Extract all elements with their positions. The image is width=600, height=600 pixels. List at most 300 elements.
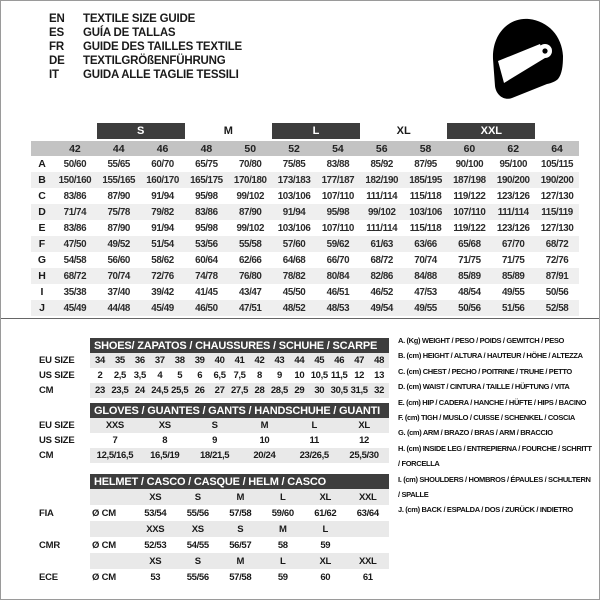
shoes-table-cells bbox=[90, 353, 389, 368]
measurement-legend bbox=[398, 333, 594, 518]
size-value: 160/170 bbox=[146, 174, 179, 186]
helmet-size: S bbox=[194, 491, 201, 503]
gloves-table-cells bbox=[90, 433, 389, 448]
gloves-table-row-eu-size bbox=[31, 418, 389, 433]
gloves-table-cells bbox=[90, 448, 389, 463]
size-value: 65/75 bbox=[195, 158, 218, 170]
size-table bbox=[31, 123, 579, 316]
legend-item-f: F. (cm) TIGH / MUSLO / CUISSE / SCHENKEL / COSCIA bbox=[398, 413, 575, 423]
helmet-size bbox=[347, 521, 390, 537]
size-row-D bbox=[31, 204, 579, 220]
size-value: 63/66 bbox=[414, 238, 437, 250]
size-value: 83/86 bbox=[63, 222, 87, 234]
row-letter-J: J bbox=[39, 302, 45, 314]
shoes-table-value: 10 bbox=[294, 370, 305, 381]
size-group-XL: XL bbox=[396, 125, 411, 137]
gloves-table-value: 7 bbox=[112, 435, 118, 446]
size-value: 111/114 bbox=[366, 222, 398, 234]
size-value: 115/119 bbox=[541, 206, 573, 218]
lang-title-it: GUIDA ALLE TAGLIE TESSILI bbox=[83, 69, 239, 81]
shoes-table-label: US SIZE bbox=[39, 370, 75, 381]
size-value: 123/126 bbox=[496, 222, 530, 234]
size-value: 103/106 bbox=[277, 222, 311, 234]
lang-row-fr bbox=[49, 40, 242, 54]
gloves-table-label: US SIZE bbox=[39, 435, 75, 446]
size-value: 78/82 bbox=[282, 270, 306, 282]
helmet-size: S bbox=[237, 523, 244, 535]
helmet-unit-label: Ø CM bbox=[92, 539, 117, 551]
size-value: 55/58 bbox=[238, 238, 262, 250]
size-value: 46/52 bbox=[370, 286, 393, 298]
size-value: 99/102 bbox=[236, 190, 265, 202]
lang-row-en bbox=[49, 12, 242, 26]
size-value: 71/74 bbox=[63, 206, 87, 218]
lang-code-de: DE bbox=[49, 55, 65, 67]
size-value: 75/78 bbox=[107, 206, 130, 218]
size-value: 87/90 bbox=[107, 190, 130, 202]
size-value: 190/200 bbox=[496, 174, 530, 186]
helmet-size: XXS bbox=[146, 523, 165, 535]
helmet-size: L bbox=[280, 491, 286, 503]
gloves-table-value: 9 bbox=[212, 435, 218, 446]
shoes-table-row-us-size bbox=[31, 368, 389, 383]
row-letter-I: I bbox=[40, 286, 44, 298]
size-value: 58/62 bbox=[151, 254, 174, 266]
size-value: 48/53 bbox=[326, 302, 350, 314]
size-table-body bbox=[31, 156, 579, 316]
lang-code-en: EN bbox=[49, 13, 65, 25]
helmet-value-row-cmr bbox=[31, 537, 389, 553]
size-value: 107/110 bbox=[453, 206, 486, 218]
size-value: 68/72 bbox=[63, 270, 87, 282]
helmet-size: M bbox=[236, 555, 245, 567]
helmet-value: 53/54 bbox=[144, 507, 167, 519]
row-letter-A: A bbox=[38, 158, 46, 170]
helmet-value: 63/64 bbox=[356, 507, 379, 519]
size-value: 185/195 bbox=[409, 174, 442, 186]
helmet-size: L bbox=[280, 555, 286, 567]
size-value: 60/70 bbox=[151, 158, 174, 170]
gloves-table-value: 16,5/19 bbox=[150, 450, 180, 461]
shoes-table-cells bbox=[90, 383, 389, 398]
size-value: 99/102 bbox=[236, 222, 265, 234]
size-value: 103/106 bbox=[277, 190, 311, 202]
helmet-value: 61/62 bbox=[314, 507, 337, 519]
shoes-table-value: 11,5 bbox=[330, 370, 348, 381]
legend-item-d: D. (cm) WAIST / CINTURA / TAILLE / HÜFTUNG / VITA bbox=[398, 382, 570, 392]
helmet-unit-blank bbox=[90, 553, 134, 569]
size-col-56: 56 bbox=[375, 142, 388, 155]
size-value: 60/64 bbox=[195, 254, 218, 266]
size-value: 72/76 bbox=[545, 254, 569, 266]
size-row-A bbox=[31, 156, 579, 172]
size-value: 85/89 bbox=[501, 270, 525, 282]
size-value: 76/80 bbox=[238, 270, 262, 282]
size-value: 50/56 bbox=[458, 302, 481, 314]
size-value: 95/98 bbox=[195, 222, 218, 234]
helmet-standard-label: CMR bbox=[39, 539, 61, 551]
gloves-table-value: S bbox=[211, 420, 218, 431]
shoes-table-value: 30,5 bbox=[330, 385, 348, 396]
size-value: 43/47 bbox=[238, 286, 262, 298]
row-letter-G: G bbox=[37, 254, 47, 266]
size-value: 150/160 bbox=[58, 174, 92, 186]
helmet-value: 57/58 bbox=[229, 571, 252, 583]
size-col-50: 50 bbox=[244, 142, 257, 155]
shoes-table-value: 6 bbox=[197, 370, 203, 381]
lang-code-fr: FR bbox=[49, 41, 64, 53]
size-value: 71/75 bbox=[501, 254, 525, 266]
helmet-unit-blank bbox=[90, 521, 134, 537]
size-value: 177/187 bbox=[321, 174, 355, 186]
shoes-table-value: 40 bbox=[214, 355, 225, 366]
size-value: 95/98 bbox=[195, 190, 218, 202]
size-value: 57/60 bbox=[282, 238, 306, 250]
gloves-table-value: 12 bbox=[359, 435, 369, 446]
size-row-E bbox=[31, 220, 579, 236]
helmet-value: 53 bbox=[150, 571, 161, 583]
size-value: 70/80 bbox=[238, 158, 262, 170]
lang-title-de: TEXTILGRÖßENFÜHRUNG bbox=[83, 55, 226, 67]
size-row-I bbox=[31, 284, 579, 300]
full-face-helmet-icon bbox=[489, 17, 567, 105]
lang-title-es: GUÍA DE TALLAS bbox=[83, 27, 176, 39]
helmet-size: XXL bbox=[359, 555, 377, 567]
size-value: 48/52 bbox=[282, 302, 306, 314]
size-col-42: 42 bbox=[69, 142, 81, 155]
size-value: 37/40 bbox=[107, 286, 130, 298]
helmet-value: 56/57 bbox=[229, 539, 252, 551]
size-value: 80/84 bbox=[326, 270, 350, 282]
size-value: 55/65 bbox=[107, 158, 130, 170]
helmet-value: 55/56 bbox=[186, 571, 209, 583]
size-value: 107/110 bbox=[321, 222, 354, 234]
size-value: 91/94 bbox=[282, 206, 306, 218]
gloves-table-value: 23/26,5 bbox=[299, 450, 329, 461]
size-value: 47/51 bbox=[238, 302, 262, 314]
size-value: 71/75 bbox=[458, 254, 481, 266]
shoes-table bbox=[31, 338, 389, 398]
size-col-46: 46 bbox=[156, 142, 169, 155]
shoes-table-value: 46 bbox=[334, 355, 345, 366]
helmet-size: M bbox=[236, 491, 245, 503]
gloves-table-title: GLOVES / GUANTES / GANTS / HANDSCHUHE / GUANTI bbox=[90, 403, 389, 418]
gloves-table-row-cm bbox=[31, 448, 389, 463]
shoes-table-value: 35 bbox=[114, 355, 125, 366]
gloves-table-value: 18/21,5 bbox=[199, 450, 230, 461]
shoes-table-value: 29 bbox=[294, 385, 305, 396]
size-row-H bbox=[31, 268, 579, 284]
size-value: 54/58 bbox=[63, 254, 87, 266]
gloves-table-value: 11 bbox=[309, 435, 319, 446]
row-letter-H: H bbox=[38, 270, 46, 282]
size-col-44: 44 bbox=[112, 142, 125, 155]
shoes-table-value: 44 bbox=[294, 355, 305, 366]
size-value: 45/49 bbox=[151, 302, 174, 314]
size-group-S: S bbox=[97, 123, 185, 139]
helmet-size: XXL bbox=[359, 491, 377, 503]
size-value: 87/90 bbox=[107, 222, 130, 234]
legend-item-g: G. (cm) ARM / BRAZO / BRAS / ARM / BRACCIO bbox=[398, 428, 553, 438]
size-value: 47/53 bbox=[414, 286, 437, 298]
shoes-table-value: 39 bbox=[194, 355, 205, 366]
size-value: 72/76 bbox=[151, 270, 174, 282]
size-group-XXL: XXL bbox=[447, 123, 535, 139]
size-value: 87/90 bbox=[238, 206, 262, 218]
size-value: 173/183 bbox=[277, 174, 311, 186]
gloves-table bbox=[31, 403, 389, 463]
gloves-table-value: 8 bbox=[162, 435, 168, 446]
gloves-table-row-us-size bbox=[31, 433, 389, 448]
size-value: 49/54 bbox=[370, 302, 393, 314]
size-table-group-header-row bbox=[31, 123, 579, 139]
shoes-table-value: 3,5 bbox=[133, 370, 146, 381]
size-value: 91/94 bbox=[151, 222, 174, 234]
helmet-standard-label: FIA bbox=[39, 507, 54, 519]
gloves-table-value: 20/24 bbox=[253, 450, 276, 461]
shoes-table-value: 34 bbox=[95, 355, 105, 366]
size-value: 115/118 bbox=[409, 190, 442, 202]
helmet-value: 59/60 bbox=[271, 507, 294, 519]
gloves-table-value: 12,5/16,5 bbox=[96, 450, 134, 461]
size-value: 111/114 bbox=[366, 190, 398, 202]
row-letter-C: C bbox=[38, 190, 46, 202]
helmet-value-cells bbox=[90, 537, 389, 553]
size-value: 79/82 bbox=[151, 206, 174, 218]
shoes-table-value: 10,5 bbox=[310, 370, 328, 381]
helmet-table-title: HELMET / CASCO / CASQUE / HELM / CASCO bbox=[90, 474, 389, 489]
gloves-table-value: XXS bbox=[105, 420, 124, 431]
helmet-unit-label: Ø CM bbox=[92, 571, 117, 583]
size-col-54: 54 bbox=[332, 142, 344, 155]
size-table-size-row bbox=[31, 141, 579, 156]
helmet-size: XS bbox=[149, 555, 162, 567]
helmet-size: XL bbox=[319, 555, 331, 567]
size-value: 119/122 bbox=[453, 222, 486, 234]
shoes-table-value: 48 bbox=[374, 355, 385, 366]
shoes-table-value: 23 bbox=[95, 385, 105, 396]
size-gutter bbox=[31, 141, 53, 156]
shoes-table-value: 13 bbox=[374, 370, 385, 381]
row-letter-F: F bbox=[38, 238, 46, 250]
gloves-table-value: 10 bbox=[259, 435, 270, 446]
shoes-table-title: SHOES/ ZAPATOS / CHAUSSURES / SCHUHE / SCARPE bbox=[90, 338, 389, 353]
shoes-table-row-eu-size bbox=[31, 353, 389, 368]
size-value: 48/54 bbox=[458, 286, 481, 298]
gloves-table-value: L bbox=[311, 420, 317, 431]
shoes-table-value: 7,5 bbox=[233, 370, 246, 381]
helmet-size: M bbox=[278, 523, 287, 535]
size-row-C bbox=[31, 188, 579, 204]
size-value: 190/200 bbox=[540, 174, 574, 186]
size-col-62: 62 bbox=[507, 142, 520, 155]
shoes-table-value: 8 bbox=[257, 370, 262, 381]
shoes-table-value: 41 bbox=[234, 355, 245, 366]
size-value: 50/56 bbox=[545, 286, 569, 298]
shoes-table-value: 2,5 bbox=[113, 370, 126, 381]
helmet-size-row-cmr bbox=[31, 521, 389, 537]
size-value: 84/88 bbox=[414, 270, 437, 282]
size-value: 103/106 bbox=[409, 206, 442, 218]
helmet-value: 54/55 bbox=[186, 539, 209, 551]
size-value: 50/60 bbox=[63, 158, 87, 170]
size-value: 105/115 bbox=[541, 158, 574, 170]
shoes-table-value: 25,5 bbox=[171, 385, 189, 396]
size-value: 165/175 bbox=[190, 174, 223, 186]
lang-code-es: ES bbox=[49, 27, 64, 39]
size-value: 155/165 bbox=[102, 174, 136, 186]
size-value: 83/86 bbox=[63, 190, 87, 202]
legend-item-i: I. (cm) SHOULDERS / HOMBROS / ÉPAULES / SCHULTERN / SPALLE bbox=[398, 474, 591, 500]
gloves-table-value: M bbox=[260, 420, 269, 431]
shoes-table-value: 28 bbox=[254, 385, 265, 396]
gloves-table-label: CM bbox=[39, 450, 54, 461]
size-value: 115/118 bbox=[409, 222, 442, 234]
size-value: 64/68 bbox=[282, 254, 306, 266]
size-value: 83/88 bbox=[326, 158, 350, 170]
size-value: 62/66 bbox=[238, 254, 262, 266]
size-value: 82/86 bbox=[370, 270, 393, 282]
helmet-table bbox=[31, 474, 389, 585]
helmet-value: 59 bbox=[320, 539, 331, 551]
size-row-B bbox=[31, 172, 579, 188]
helmet-value-cells bbox=[90, 569, 389, 585]
size-group-blank bbox=[535, 123, 579, 139]
section-divider bbox=[1, 318, 599, 319]
size-value: 45/49 bbox=[63, 302, 87, 314]
size-group-L: L bbox=[272, 123, 360, 139]
gloves-table-value: XL bbox=[358, 420, 370, 431]
legend-item-j: J. (cm) BACK / ESPALDA / DOS / ZURÜCK / INDIETRO bbox=[398, 505, 573, 515]
legend-item-a: A. (Kg) WEIGHT / PESO / POIDS / GEWITCH / PESO bbox=[398, 336, 564, 345]
size-value: 66/70 bbox=[326, 254, 350, 266]
size-value: 182/190 bbox=[365, 174, 399, 186]
size-value: 70/74 bbox=[414, 254, 437, 266]
size-value: 95/98 bbox=[326, 206, 350, 218]
helmet-unit-label: Ø CM bbox=[92, 507, 117, 519]
shoes-table-value: 24,5 bbox=[151, 385, 169, 396]
size-col-64: 64 bbox=[551, 142, 563, 155]
shoes-table-value: 45 bbox=[314, 355, 325, 366]
helmet-size: XS bbox=[149, 491, 162, 503]
size-col-60: 60 bbox=[463, 142, 476, 155]
helmet-size: L bbox=[322, 523, 328, 535]
shoes-table-value: 28,5 bbox=[270, 385, 288, 396]
size-value: 68/72 bbox=[545, 238, 569, 250]
row-letter-B: B bbox=[38, 174, 46, 186]
shoes-table-value: 42 bbox=[254, 355, 265, 366]
shoes-table-cells bbox=[90, 368, 389, 383]
shoes-table-value: 24 bbox=[134, 385, 145, 396]
gloves-table-value: 25,5/30 bbox=[349, 450, 379, 461]
size-value: 187/198 bbox=[453, 174, 486, 186]
shoes-table-value: 38 bbox=[174, 355, 185, 366]
helmet-value: 55/56 bbox=[186, 507, 209, 519]
size-group-M: M bbox=[223, 125, 233, 137]
legend-item-b: B. (cm) HEIGHT / ALTURA / HAUTEUR / HÖHE / ALTEZZA bbox=[398, 351, 583, 361]
size-value: 35/38 bbox=[63, 286, 87, 298]
size-col-52: 52 bbox=[288, 142, 300, 155]
helmet-value bbox=[347, 537, 390, 553]
shoes-table-value: 36 bbox=[134, 355, 145, 366]
size-row-F bbox=[31, 236, 579, 252]
size-value: 47/50 bbox=[63, 238, 87, 250]
size-value: 170/180 bbox=[233, 174, 267, 186]
size-value: 49/55 bbox=[501, 286, 525, 298]
helmet-value-row-ece bbox=[31, 569, 389, 585]
lang-row-es bbox=[49, 26, 242, 40]
helmet-unit-blank bbox=[90, 489, 134, 505]
shoes-table-value: 4 bbox=[157, 370, 163, 381]
size-value: 95/100 bbox=[499, 158, 528, 170]
size-value: 39/42 bbox=[151, 286, 174, 298]
size-value: 127/130 bbox=[540, 190, 574, 202]
size-value: 99/102 bbox=[367, 206, 396, 218]
size-value: 123/126 bbox=[496, 190, 530, 202]
size-value: 46/51 bbox=[326, 286, 350, 298]
helmet-value-row-fia bbox=[31, 505, 389, 521]
size-value: 51/56 bbox=[501, 302, 525, 314]
helmet-value: 58 bbox=[277, 539, 288, 551]
lang-row-de bbox=[49, 54, 242, 68]
shoes-table-value: 30 bbox=[314, 385, 325, 396]
shoes-table-value: 27 bbox=[214, 385, 225, 396]
size-value: 56/60 bbox=[107, 254, 130, 266]
helmet-size-cells bbox=[90, 553, 389, 569]
size-value: 52/58 bbox=[545, 302, 569, 314]
size-group-blank bbox=[31, 123, 97, 139]
shoes-table-value: 37 bbox=[154, 355, 165, 366]
helmet-size: XL bbox=[319, 491, 331, 503]
size-value: 67/70 bbox=[501, 238, 525, 250]
row-letter-E: E bbox=[38, 222, 46, 234]
size-value: 85/89 bbox=[458, 270, 481, 282]
shoes-table-value: 31,5 bbox=[350, 385, 368, 396]
shoes-table-value: 9 bbox=[276, 370, 282, 381]
size-value: 119/122 bbox=[453, 190, 486, 202]
size-value: 83/86 bbox=[195, 206, 218, 218]
size-value: 74/78 bbox=[195, 270, 218, 282]
size-value: 49/52 bbox=[107, 238, 130, 250]
size-value: 44/48 bbox=[107, 302, 130, 314]
shoes-table-value: 47 bbox=[354, 355, 365, 366]
size-value: 87/91 bbox=[545, 270, 569, 282]
helmet-value: 61 bbox=[362, 571, 373, 583]
shoes-table-value: 12 bbox=[354, 370, 365, 381]
size-row-J bbox=[31, 300, 579, 316]
gloves-table-value: XS bbox=[158, 420, 171, 431]
size-value: 68/72 bbox=[370, 254, 393, 266]
helmet-value-cells bbox=[90, 505, 389, 521]
size-value: 70/74 bbox=[107, 270, 130, 282]
size-col-58: 58 bbox=[419, 142, 432, 155]
helmet-size: XS bbox=[191, 523, 204, 535]
row-letter-D: D bbox=[38, 206, 46, 218]
size-value: 59/62 bbox=[326, 238, 350, 250]
lang-title-fr: GUIDE DES TAILLES TEXTILE bbox=[83, 41, 242, 53]
size-value: 90/100 bbox=[455, 158, 484, 170]
size-col-48: 48 bbox=[200, 142, 213, 155]
size-value: 107/110 bbox=[321, 190, 354, 202]
helmet-value: 52/53 bbox=[144, 539, 167, 551]
size-value: 46/50 bbox=[195, 302, 218, 314]
size-value: 91/94 bbox=[151, 190, 174, 202]
size-value: 85/92 bbox=[370, 158, 393, 170]
helmet-value: 60 bbox=[320, 571, 331, 583]
size-value: 41/45 bbox=[195, 286, 218, 298]
shoes-table-value: 2 bbox=[97, 370, 103, 381]
size-value: 61/63 bbox=[370, 238, 393, 250]
